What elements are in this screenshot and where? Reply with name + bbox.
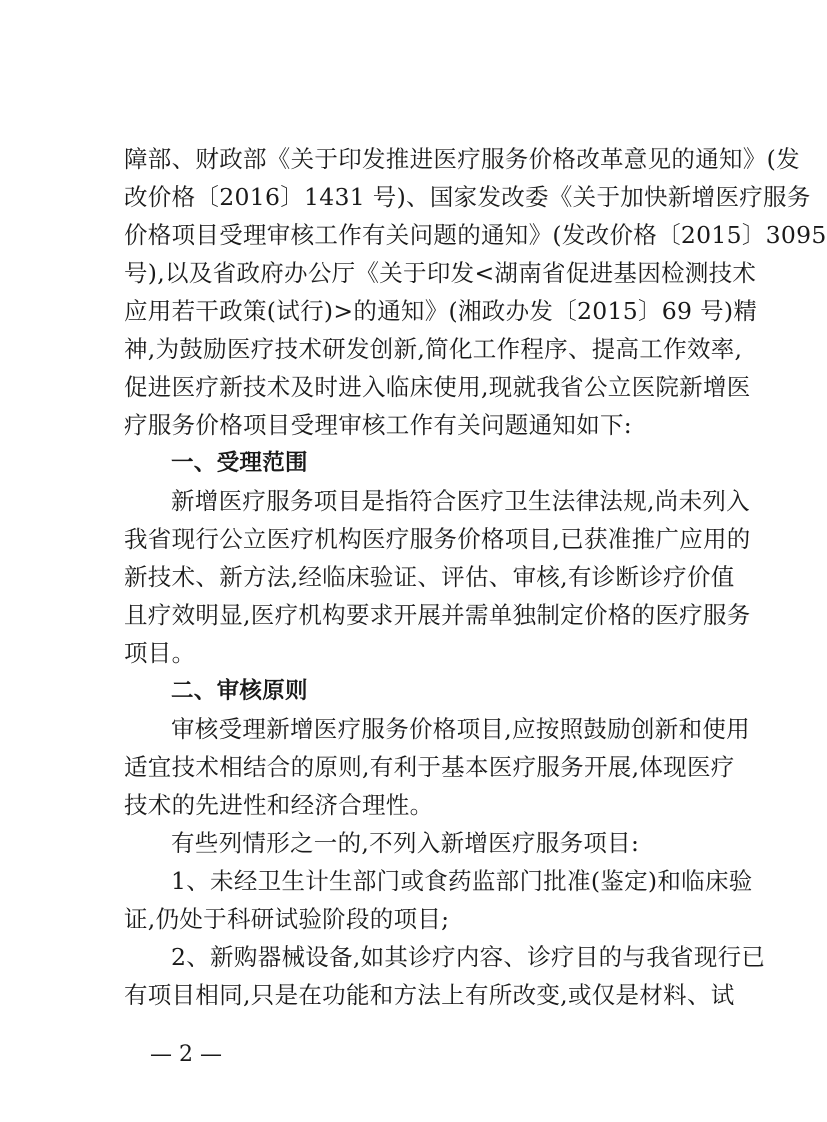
section2-intro: 有些列情形之一的,不列入新增医疗服务项目: xyxy=(171,829,640,857)
body-line: 促进医疗新技术及时进入临床使用,现就我省公立医院新增医 xyxy=(124,373,751,401)
body-line: 改价格〔2016〕1431 号)、国家发改委《关于加快新增医疗服务 xyxy=(124,183,811,211)
section1-line: 项目。 xyxy=(124,639,196,667)
section1-line: 我省现行公立医疗机构医疗服务价格项目,已获准推广应用的 xyxy=(124,525,751,553)
item1-line: 1、未经卫生计生部门或食药监部门批准(鉴定)和临床验 xyxy=(171,867,753,895)
body-line: 障部、财政部《关于印发推进医疗服务价格改革意见的通知》(发 xyxy=(124,145,800,173)
section2-line: 适宜技术相结合的原则,有利于基本医疗服务开展,体现医疗 xyxy=(124,753,735,781)
body-line: 疗服务价格项目受理审核工作有关问题通知如下: xyxy=(124,411,633,439)
body-line: 号),以及省政府办公厅《关于印发<湖南省促进基因检测技术 xyxy=(124,259,757,287)
document-body xyxy=(124,140,827,1014)
page-number: — 2 — xyxy=(150,1042,222,1067)
section1-line: 新增医疗服务项目是指符合医疗卫生法律法规,尚未列入 xyxy=(171,487,750,515)
section1-line: 新技术、新方法,经临床验证、评估、审核,有诊断诊疗价值 xyxy=(124,563,735,591)
section1-line: 且疗效明显,医疗机构要求开展并需单独制定价格的医疗服务 xyxy=(124,601,751,629)
body-line: 价格项目受理审核工作有关问题的通知》(发改价格〔2015〕3095 xyxy=(124,221,827,249)
item2-line: 2、新购器械设备,如其诊疗内容、诊疗目的与我省现行已 xyxy=(171,943,766,971)
section2-line: 审核受理新增医疗服务价格项目,应按照鼓励创新和使用 xyxy=(171,715,750,743)
section-heading-principles: 二、审核原则 xyxy=(171,678,308,704)
body-line: 应用若干政策(试行)>的通知》(湘政办发〔2015〕69 号)精 xyxy=(124,297,758,325)
item2-line: 有项目相同,只是在功能和方法上有所改变,或仅是材料、试 xyxy=(124,981,735,1009)
item1-line: 证,仍处于科研试验阶段的项目; xyxy=(124,905,450,933)
section2-line: 技术的先进性和经济合理性。 xyxy=(124,791,434,819)
body-line: 神,为鼓励医疗技术研发创新,简化工作程序、提高工作效率, xyxy=(124,335,743,363)
section-heading-scope: 一、受理范围 xyxy=(171,450,308,476)
